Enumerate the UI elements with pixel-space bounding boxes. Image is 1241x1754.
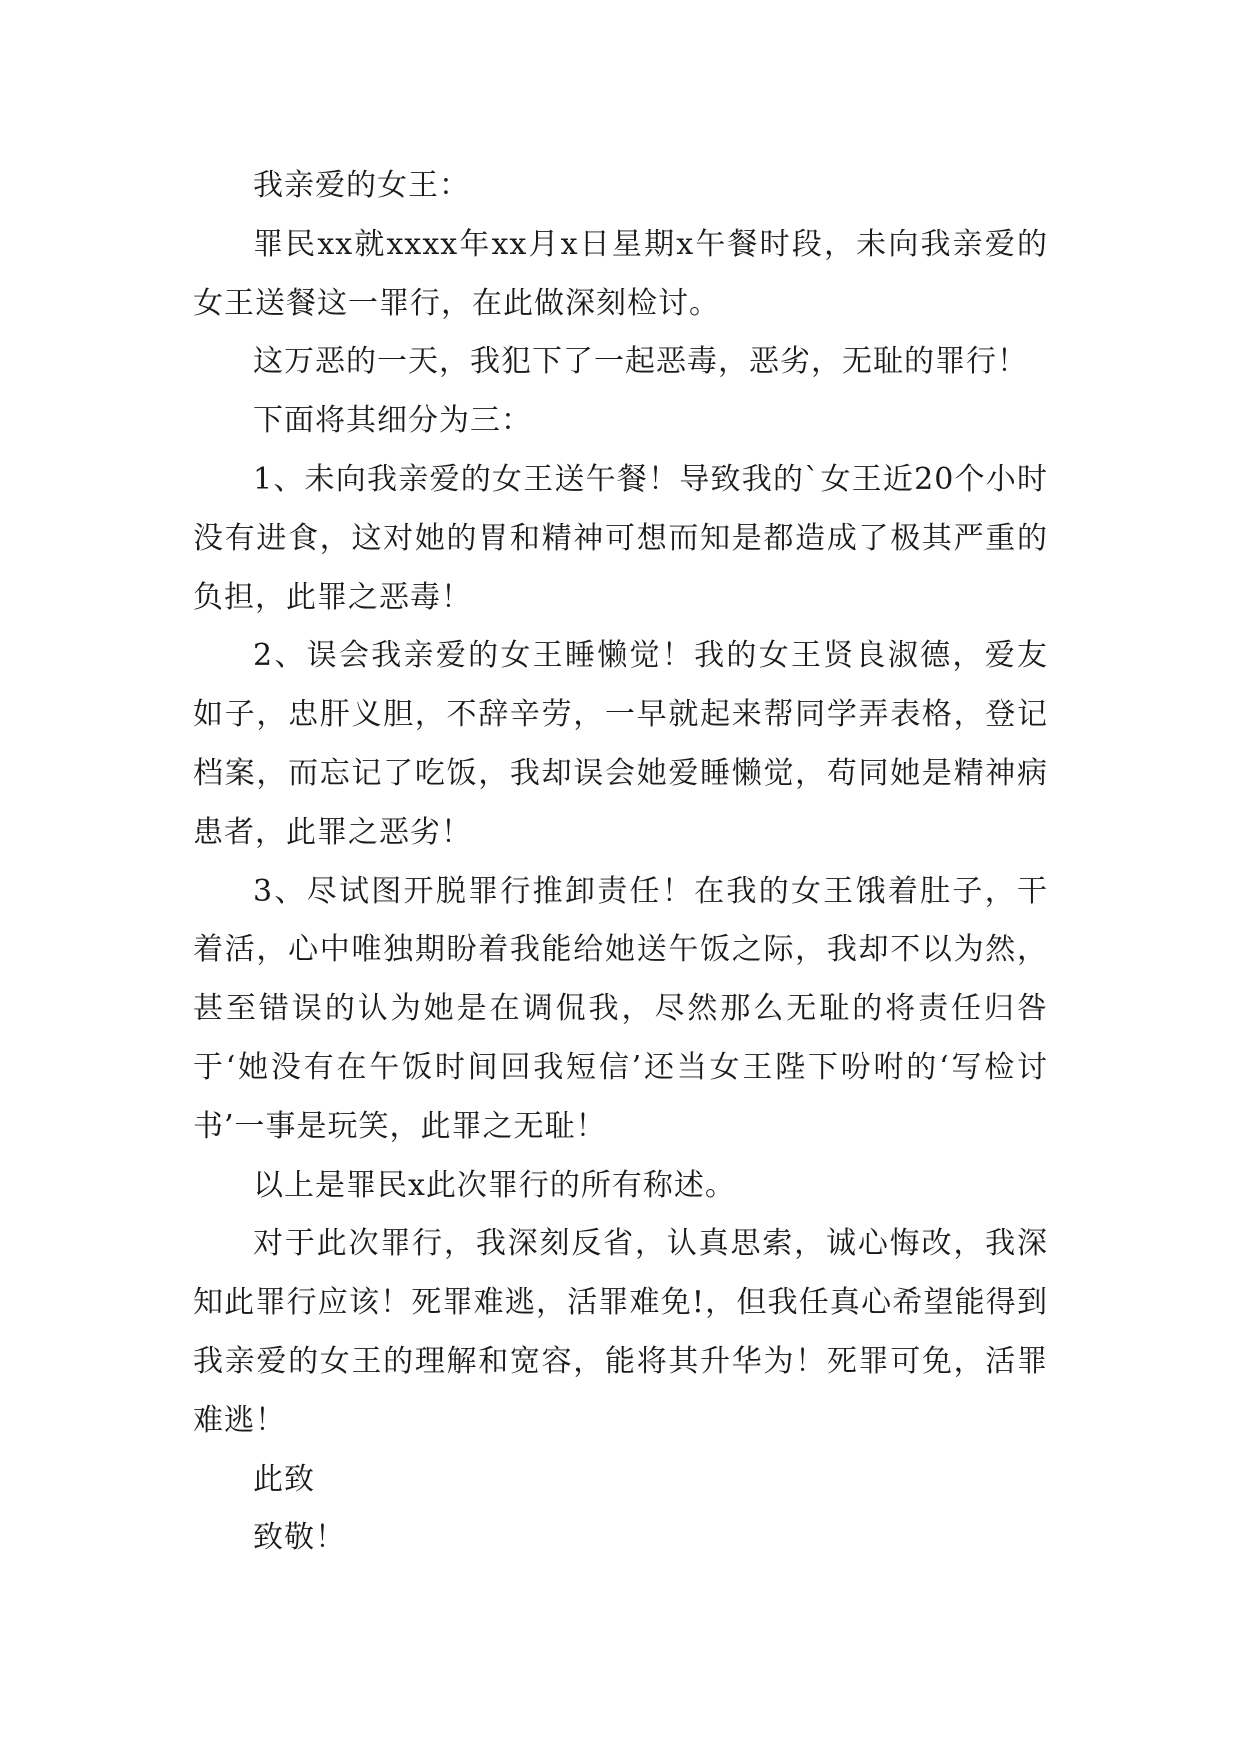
closing-line-1: 此致 [253, 1461, 315, 1497]
paragraph-statement: 以上是罪民x此次罪行的所有称述。 [253, 1167, 736, 1203]
closing-line-2: 致敬！ [253, 1520, 346, 1556]
paragraph-point-3: 3、尽试图开脱罪行推卸责任！在我的女王饿着肚子，干着活，心中唯独期盼着我能给她送午饭之际，我却不以为然，甚至错误的认为她是在调侃我，尽然那么无耻的将责任归咎于‘她没有在午饭时间回我短信’还当女王陛下吩咐的‘写检讨书’一事是玩笑，此罪之无耻！ [193, 873, 1048, 1144]
salutation: 我亲爱的女王： [253, 168, 470, 203]
paragraph-reflection: 对于此次罪行，我深刻反省，认真思索，诚心悔改，我深知此罪行应该！死罪难逃，活罪难免!，但我任真心希望能得到我亲爱的女王的理解和宽容，能将其升华为！死罪可免，活罪难逃！ [193, 1226, 1048, 1438]
paragraph-intro: 罪民xx就xxxx年xx月x日星期x午餐时段，未向我亲爱的女王送餐这一罪行，在此做深刻检讨。 [193, 226, 1048, 321]
paragraph-subdivision: 下面将其细分为三： [253, 403, 532, 439]
paragraph-summary: 这万恶的一天，我犯下了一起恶毒，恶劣，无耻的罪行！ [253, 344, 1028, 380]
paragraph-point-2: 2、误会我亲爱的女王睡懒觉！我的女王贤良淑德，爱友如子，忠肝义胆，不辞辛劳，一早就起来帮同学弄表格，登记档案，而忘记了吃饭，我却误会她爱睡懒觉，苟同她是精神病患者，此罪之恶劣！ [193, 638, 1048, 850]
letter-body [193, 157, 1048, 1568]
paragraph-point-1: 1、未向我亲爱的女王送午餐！导致我的`女王近20个小时没有进食，这对她的胃和精神可想而知是都造成了极其严重的负担，此罪之恶毒！ [193, 461, 1048, 615]
